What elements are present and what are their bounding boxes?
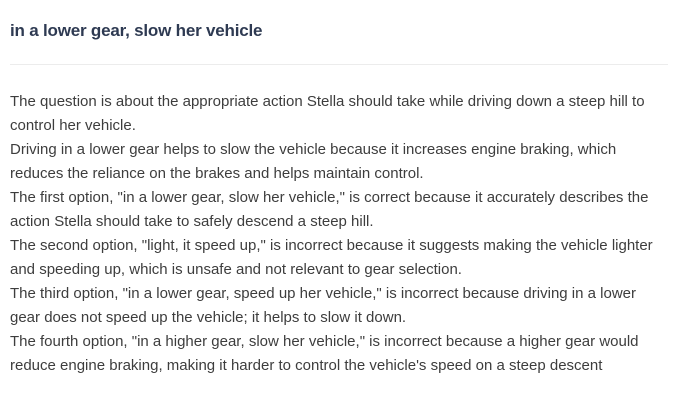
explanation-sentence: The fourth option, "in a higher gear, slow her vehicle," is incorrect because a higher gear would reduce engine braking, making it harder to control the vehicle's speed on a steep descent [10,333,639,374]
explanation-sentence: The third option, "in a lower gear, speed up her vehicle," is incorrect because driving in a lower gear does not speed up the vehicle; it helps to slow it down. [10,285,636,326]
explanation-sentence: The second option, "light, it speed up," is incorrect because it suggests making the vehicle lighter and speeding up, which is unsafe and not relevant to gear selection. [10,237,653,278]
correct-answer-title: in a lower gear, slow her vehicle [10,21,263,40]
divider [10,64,668,65]
explanation-sentence: Driving in a lower gear helps to slow the vehicle because it increases engine braking, which reduces the reliance on the brakes and helps maintain control. [10,141,617,182]
explanation-sentence: The question is about the appropriate action Stella should take while driving down a steep hill to control her vehicle. [10,93,645,134]
explanation-text-block [10,90,668,378]
explanation-sentence: The first option, "in a lower gear, slow her vehicle," is correct because it accurately describes the action Stella should take to safely descend a steep hill. [10,189,649,230]
